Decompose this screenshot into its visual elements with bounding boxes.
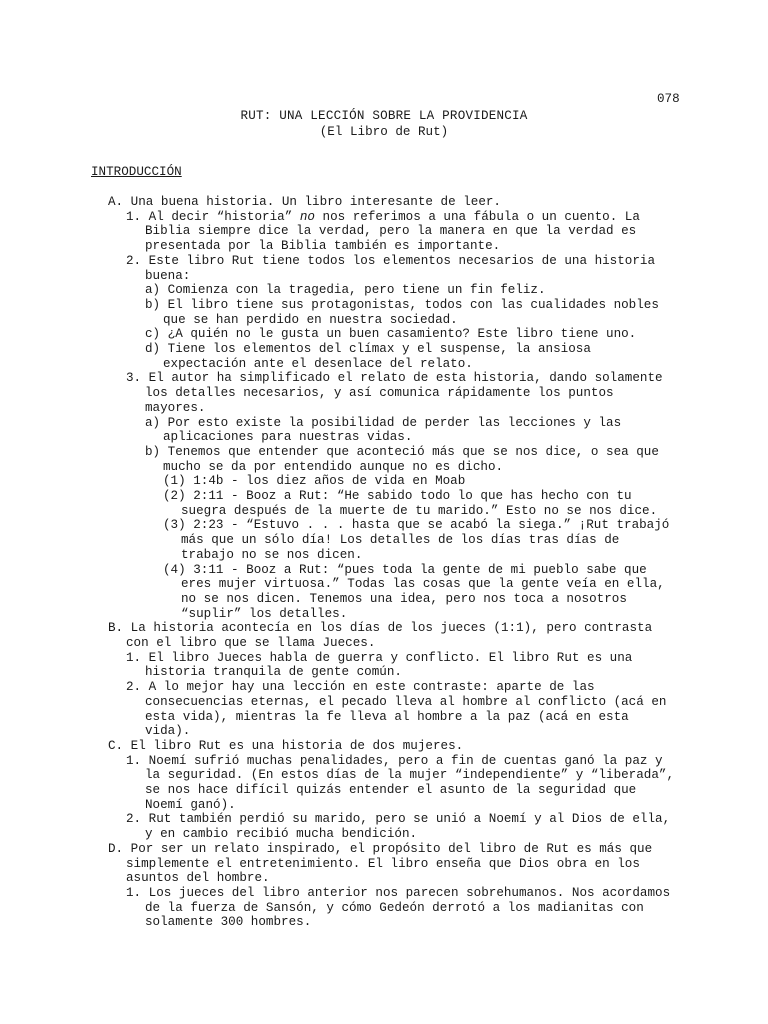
outline-line: mucho se da por entendido aunque no es dicho. bbox=[163, 459, 504, 474]
outline-line: de la fuerza de Sansón, y cómo Gedeón derrotó a los madianitas con bbox=[145, 900, 644, 915]
outline-line: expectación ante el desenlace del relato. bbox=[163, 356, 473, 371]
outline-line: vida). bbox=[145, 724, 191, 739]
outline-line: B. La historia acontecía en los días de los jueces (1:1), pero contrasta bbox=[108, 621, 653, 636]
outline-line: b) El libro tiene sus protagonistas, todos con las cualidades nobles bbox=[145, 297, 659, 312]
outline-line: presentada por la Biblia también es importante. bbox=[145, 239, 501, 254]
outline-line: C. El libro Rut es una historia de dos mujeres. bbox=[108, 738, 464, 753]
outline-line: 1. Noemí sufrió muchas penalidades, pero a fin de cuentas ganó la paz y bbox=[126, 753, 663, 768]
page-subtitle: (El Libro de Rut) bbox=[319, 125, 449, 139]
outline-line: asuntos del hombre. bbox=[126, 871, 270, 886]
section-heading: INTRODUCCIÓN bbox=[91, 165, 182, 179]
outline-line: b) Tenemos que entender que aconteció más que se nos dice, o sea que bbox=[145, 444, 659, 459]
outline-line: historia tranquila de gente común. bbox=[145, 665, 402, 680]
outline-line: buena: bbox=[145, 268, 191, 283]
outline-line: 2. A lo mejor hay una lección en este contraste: aparte de las bbox=[126, 680, 595, 695]
outline-line: c) ¿A quién no le gusta un buen casamiento? Este libro tiene uno. bbox=[145, 327, 637, 342]
outline-line: (4) 3:11 - Booz a Rut: “pues toda la gente de mi pueblo sabe que bbox=[163, 562, 647, 577]
outline-line: d) Tiene los elementos del clímax y el suspense, la ansiosa bbox=[145, 342, 591, 356]
outline-line: simplemente el entretenimiento. El libro enseña que Dios obra en los bbox=[126, 856, 640, 871]
outline-line: 3. El autor ha simplificado el relato de esta historia, dando solamente bbox=[126, 371, 663, 386]
outline-line: más que un sólo día! Los detalles de los días tras días de bbox=[181, 533, 620, 548]
outline-line: los detalles necesarios, y así comunica rápidamente los puntos bbox=[145, 386, 614, 401]
outline-line: la seguridad. (En estos días de la mujer “independiente” y “liberada”, bbox=[145, 768, 675, 783]
outline-line: 2. Este libro Rut tiene todos los elementos necesarios de una historia bbox=[126, 253, 656, 268]
outline-line: consecuencias eternas, el pecado lleva al hombre al conflicto (acá en bbox=[145, 694, 667, 709]
outline-line: 1. Los jueces del libro anterior nos parecen sobrehumanos. Nos acordamos bbox=[126, 885, 671, 900]
outline-line: mayores. bbox=[145, 400, 206, 415]
outline-line: solamente 300 hombres. bbox=[145, 915, 312, 930]
page-number: 078 bbox=[657, 92, 680, 106]
outline-line: se nos hace difícil quizás entender el asunto de la seguridad que bbox=[145, 783, 637, 797]
outline-line: A. Una buena historia. Un libro interesante de leer. bbox=[108, 195, 501, 209]
outline-line: (1) 1:4b - los diez años de vida en Moab bbox=[163, 474, 466, 489]
outline-line: “suplir” los detalles. bbox=[181, 606, 348, 621]
outline-line: D. Por ser un relato inspirado, el propósito del libro de Rut es más que bbox=[108, 841, 653, 856]
outline-line: 1. Al decir “historia” no nos referimos a una fábula o un cuento. La bbox=[126, 209, 640, 224]
outline-line: que se han perdido en nuestra sociedad. bbox=[163, 312, 458, 327]
outline-line: (2) 2:11 - Booz a Rut: “He sabido todo lo que has hecho con tu bbox=[163, 489, 632, 503]
outline-line: eres mujer virtuosa.” Todas las cosas que la gente veía en ella, bbox=[181, 577, 665, 592]
outline-line: con el libro que se llama Jueces. bbox=[126, 636, 376, 650]
outline-line: 1. El libro Jueces habla de guerra y conflicto. El libro Rut es una bbox=[126, 650, 633, 665]
page-title: RUT: UNA LECCIÓN SOBRE LA PROVIDENCIA bbox=[240, 109, 528, 123]
outline-line: a) Por esto existe la posibilidad de perder las lecciones y las bbox=[145, 415, 622, 430]
outline-line: aplicaciones para nuestras vidas. bbox=[163, 430, 413, 445]
outline-line: Noemí ganó). bbox=[145, 797, 236, 812]
outline-line: esta vida), mientras la fe lleva al hombre a la paz (acá en esta bbox=[145, 709, 629, 724]
outline-line: a) Comienza con la tragedia, pero tiene un fin feliz. bbox=[145, 283, 546, 298]
outline-line: suegra después de la muerte de tu marido.” Esto no se nos dice. bbox=[181, 503, 658, 518]
outline-line: y en cambio recibió mucha bendición. bbox=[145, 827, 418, 842]
outline-line: (3) 2:23 - “Estuvo . . . hasta que se acabó la siega.” ¡Rut trabajó bbox=[163, 518, 670, 533]
outline-line: Biblia siempre dice la verdad, pero la manera en que la verdad es bbox=[145, 224, 637, 239]
outline-line: 2. Rut también perdió su marido, pero se unió a Noemí y al Dios de ella, bbox=[126, 812, 671, 827]
outline-line: trabajo no se nos dicen. bbox=[181, 547, 363, 562]
outline-line: no se nos dicen. Tenemos una idea, pero nos toca a nosotros bbox=[181, 591, 627, 606]
